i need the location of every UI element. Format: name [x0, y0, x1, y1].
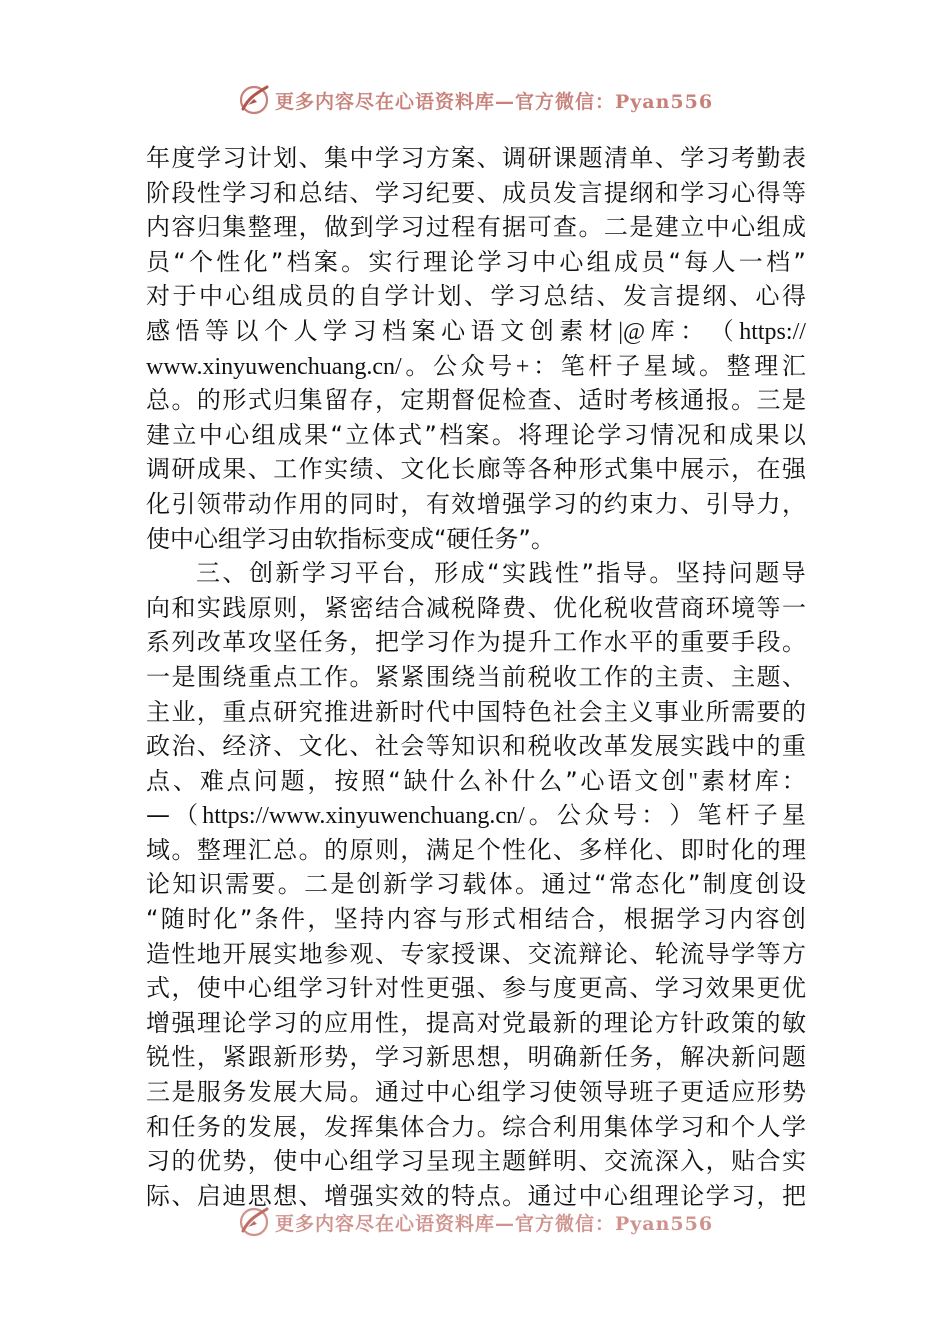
text-line: 使中心组学习由软指标变成“硬任务”。	[146, 524, 555, 553]
text-line: 际 、 启 迪 思 想 、 增 强 实 效 的 特 点 。 通 过 中 心 组 理 论 学 习 ， 把	[146, 1181, 806, 1210]
text-line: 员 “ 个 性 化 ” 档 案 。 实 行 理 论 学 习 中 心 组 成 员 “ 每 人 一 档 ”	[146, 247, 806, 276]
text-line: 式 ， 使 中 心 组 学 习 针 对 性 更 强 、 参 与 度 更 高 、 学 习 效 果 更 优	[146, 974, 806, 1003]
pen-logo-icon	[237, 83, 271, 117]
text-line: 阶 段 性 学 习 和 总 结 、 学 习 纪 要 、 成 员 发 言 提 纲 和 学 习 心 得 等	[146, 178, 806, 207]
text-line: “ 随 时 化 ” 条 件 ， 坚 持 内 容 与 形 式 相 结 合 ， 根 据 学 习 内 容 创	[146, 905, 806, 934]
text-line: 化 引 领 带 动 作 用 的 同 时 ， 有 效 增 强 学 习 的 约 束 力 、 引 导 力 ，	[146, 489, 806, 518]
text-line: 感 悟 等 以 个 人 学 习 档 案 心 语 文 创 素 材 |@ 库 ： （ https://	[146, 316, 806, 345]
text-line: — （ https://www.xinyuwenchuang.cn/ 。 公 众 号 ： ） 笔 杆 子 星	[146, 801, 806, 830]
text-line: 和 任 务 的 发 展 ， 发 挥 集 体 合 力 。 综 合 利 用 集 体 学 习 和 个 人 学	[146, 1112, 806, 1141]
text-line: 政 治 、 经 济 、 文 化 、 社 会 等 知 识 和 税 收 改 革 发 展 实 践 中 的 重	[146, 732, 806, 761]
text-line: 总 。 的 形 式 归 集 留 存 ， 定 期 督 促 检 查 、 适 时 考 核 通 报 。 三 是	[146, 386, 806, 415]
text-line: 调 研 成 果 、 工 作 实 绩 、 文 化 长 廊 等 各 种 形 式 集 中 展 示 ， 在 强	[146, 455, 806, 484]
text-line: 三 是 服 务 发 展 大 局 。 通 过 中 心 组 学 习 使 领 导 班 子 更 适 应 形 势	[146, 1078, 806, 1107]
bottom-watermark-text: 更多内容尽在心语资料库—官方微信：Pyan556	[274, 1212, 714, 1235]
text-line: 增 强 理 论 学 习 的 应 用 性 ， 提 高 对 党 最 新 的 理 论 方 针 政 策 的 敏	[146, 1008, 806, 1037]
text-line: 一 是 围 绕 重 点 工 作 。 紧 紧 围 绕 当 前 税 收 工 作 的 主 责 、 主 题 、	[146, 662, 806, 691]
top-watermark-text: 更多内容尽在心语资料库—官方微信：Pyan556	[274, 90, 714, 113]
paragraph-first-line: 三 、 创 新 学 习 平 台 ， 形 成 “ 实 践 性 ” 指 导 。 坚 持 问 题 导	[196, 559, 806, 588]
text-line: 论 知 识 需 要 。 二 是 创 新 学 习 载 体 。 通 过 “ 常 态 化 ” 制 度 创 设	[146, 870, 806, 899]
document-body	[146, 141, 806, 1213]
text-line: 习 的 优 势 ， 使 中 心 组 学 习 呈 现 主 题 鲜 明 、 交 流 深 入 ， 贴 合 实	[146, 1147, 806, 1176]
text-line: 锐 性 ， 紧 跟 新 形 势 ， 学 习 新 思 想 ， 明 确 新 任 务 ， 解 决 新 问 题	[146, 1043, 806, 1072]
text-line: 系 列 改 革 攻 坚 任 务 ， 把 学 习 作 为 提 升 工 作 水 平 的 重 要 手 段 。	[146, 628, 806, 657]
text-line: 内 容 归 集 整 理 ， 做 到 学 习 过 程 有 据 可 查 。 二 是 建 立 中 心 组 成	[146, 213, 806, 242]
text-line: 点 、 难 点 问 题 ， 按 照 “ 缺 什 么 补 什 么 ” 心 语 文 创 " 素 材 库 ：	[146, 766, 806, 795]
top-watermark-banner	[0, 80, 950, 120]
text-line: 对 于 中 心 组 成 员 的 自 学 计 划 、 学 习 总 结 、 发 言 提 纲 、 心 得	[146, 282, 806, 311]
bottom-watermark-banner	[0, 1202, 950, 1242]
text-line: 域 。 整 理 汇 总 。 的 原 则 ， 满 足 个 性 化 、 多 样 化 、 即 时 化 的 理	[146, 835, 806, 864]
text-line: www.xinyuwenchuang.cn/ 。 公 众 号 + ： 笔 杆 子 星 域 。 整 理 汇	[146, 351, 806, 380]
text-line: 向 和 实 践 原 则 ， 紧 密 结 合 减 税 降 费 、 优 化 税 收 营 商 环 境 等 一	[146, 593, 806, 622]
pen-logo-icon	[237, 1205, 271, 1239]
text-line: 建 立 中 心 组 成 果 “ 立 体 式 ” 档 案 。 将 理 论 学 习 情 况 和 成 果 以	[146, 420, 806, 449]
text-line: 年 度 学 习 计 划 、 集 中 学 习 方 案 、 调 研 课 题 清 单 、 学 习 考 勤 表	[146, 144, 806, 172]
text-line: 主 业 ， 重 点 研 究 推 进 新 时 代 中 国 特 色 社 会 主 义 事 业 所 需 要 的	[146, 697, 806, 726]
text-line: 造 性 地 开 展 实 地 参 观 、 专 家 授 课 、 交 流 辩 论 、 轮 流 导 学 等 方	[146, 939, 806, 968]
